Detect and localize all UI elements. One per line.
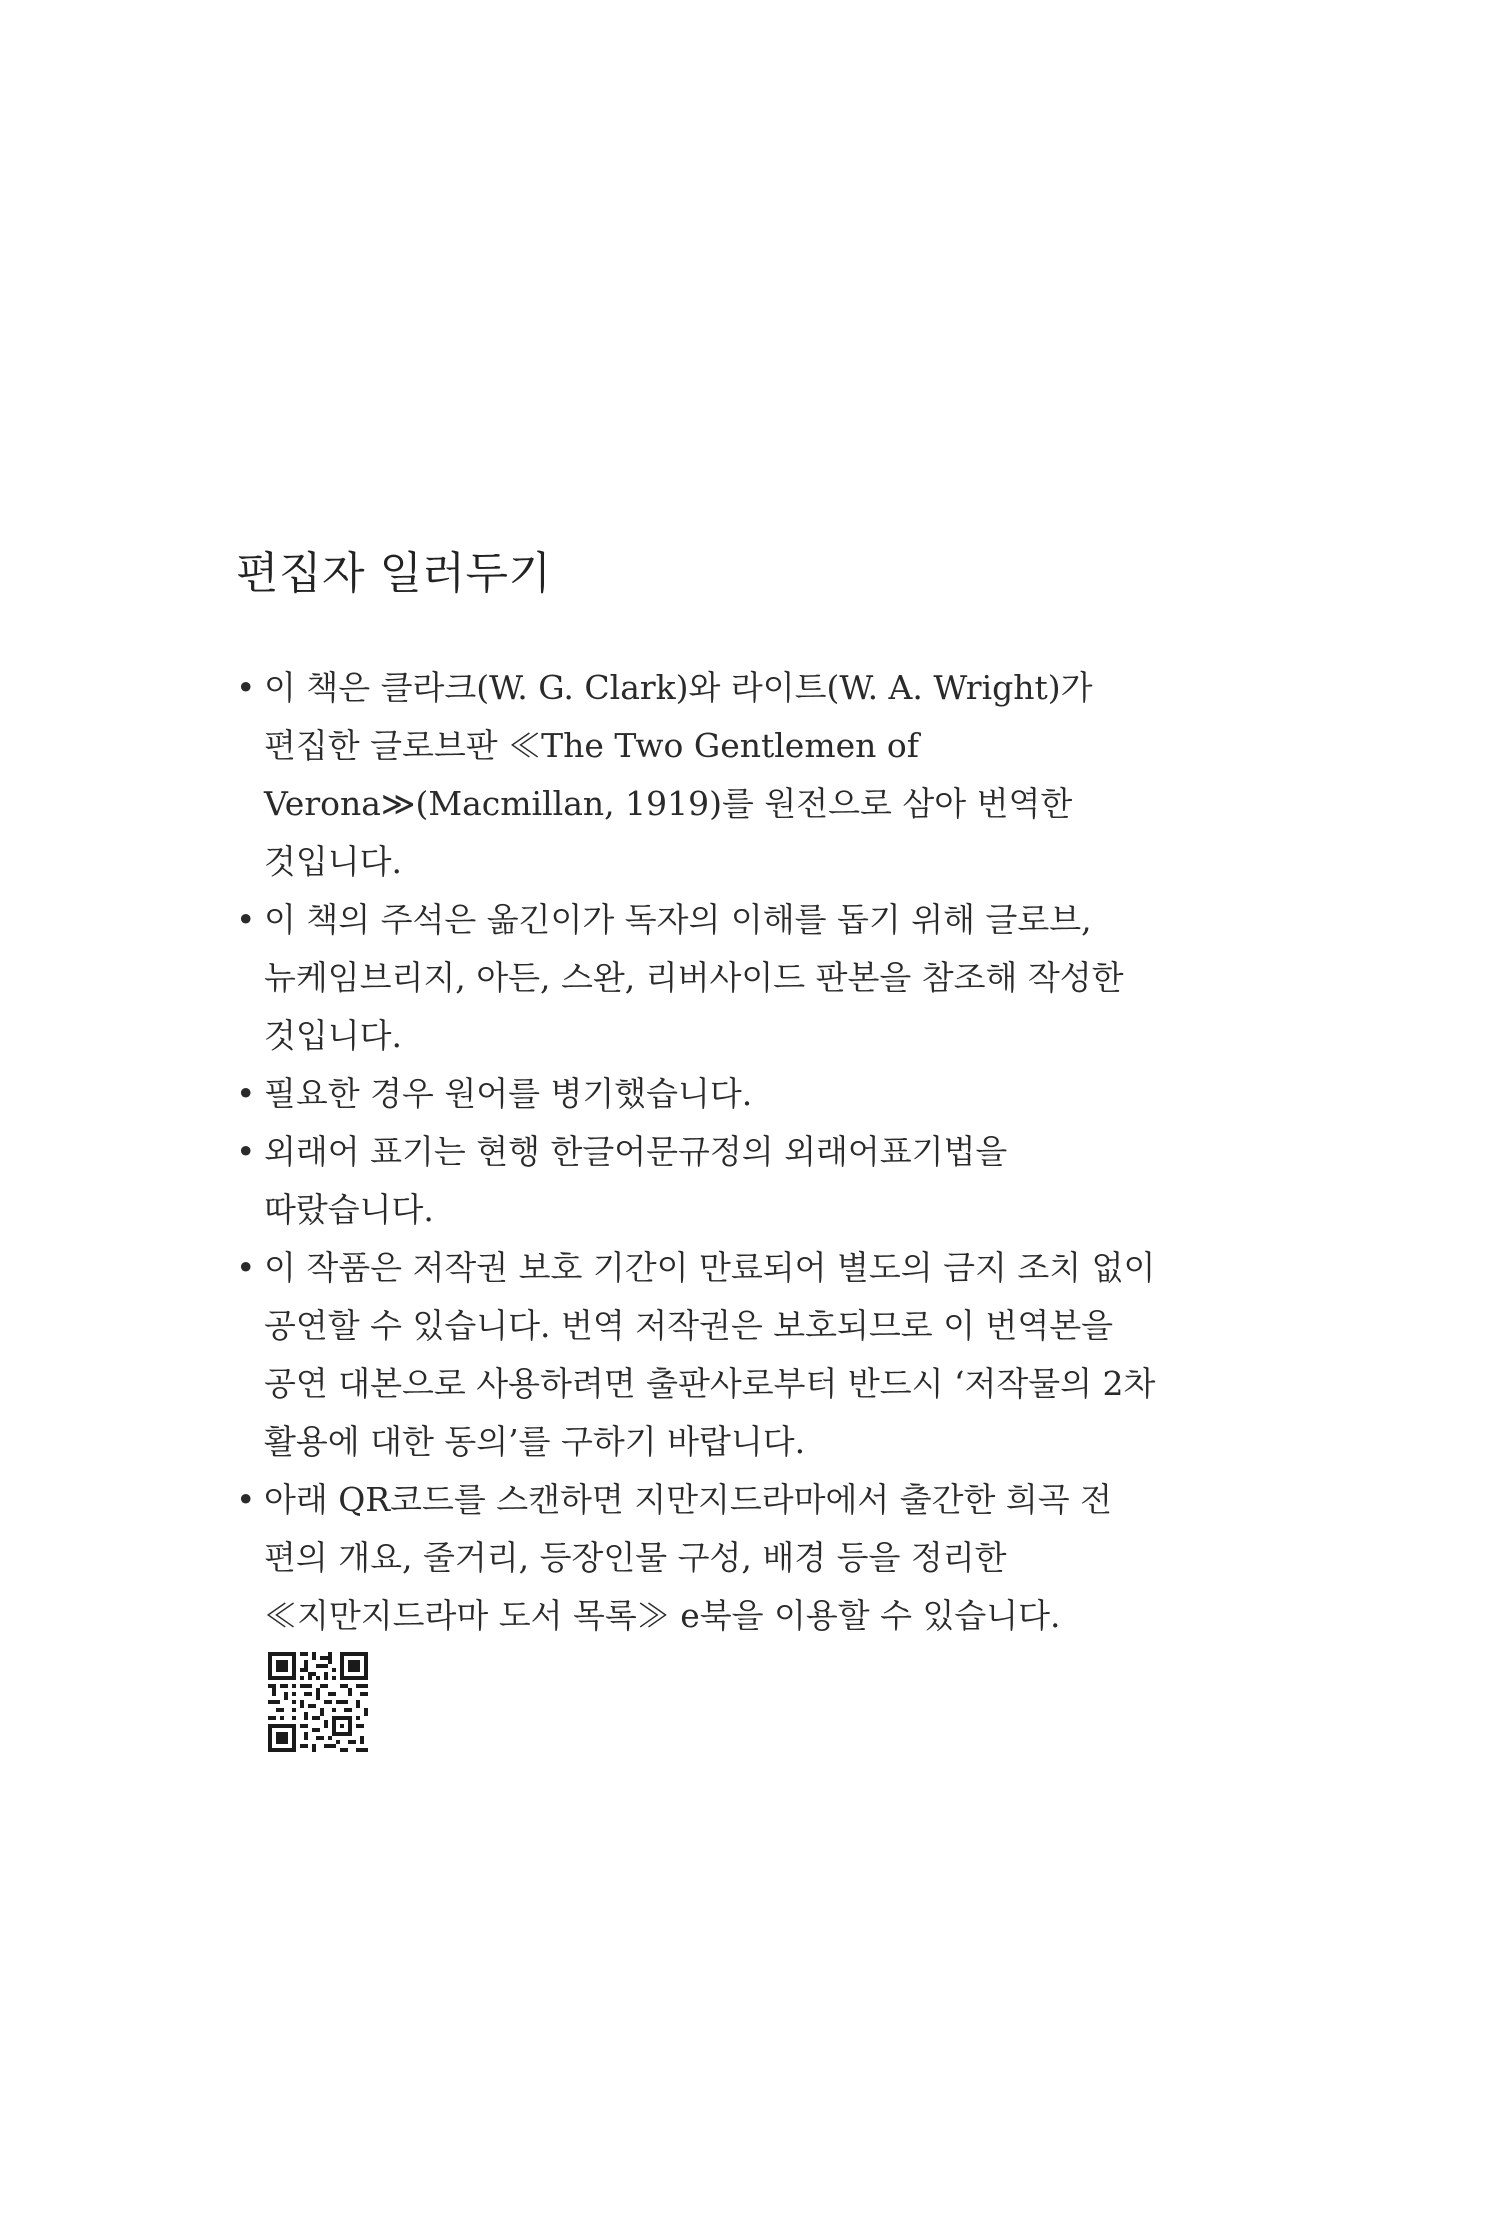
note-text: 이 책은 클라크(W. G. Clark)와 라이트(W. A. Wright)가 편집한 글로브판 ≪The Two Gentlemen of Verona≫(Macmillan, 1919)를 원전으로 삼아 번역한 것입니다. [264,667,1093,881]
notes-list [236,659,1276,1645]
note-text: 필요한 경우 원어를 병기했습니다. [264,1073,753,1113]
list-item [236,891,1276,1065]
list-item [236,659,1276,891]
qr-code-icon[interactable] [268,1652,368,1752]
note-text: 이 책의 주석은 옮긴이가 독자의 이해를 돕기 위해 글로브, 뉴케임브리지, 아든, 스완, 리버사이드 판본을 참조해 작성한 것입니다. [264,899,1124,1055]
bullet-icon: • [236,1479,256,1519]
bullet-icon: • [236,1247,256,1287]
note-text: 이 작품은 저작권 보호 기간이 만료되어 별도의 금지 조치 없이 공연할 수 있습니다. 번역 저작권은 보호되므로 이 번역본을 공연 대본으로 사용하려면 출판사로부터 반드시 ‘저작물의 2차 활용에 대한 동의’를 구하기 바랍니다. [264,1247,1156,1461]
list-item [236,1471,1276,1645]
list-item [236,1065,1276,1123]
note-text: 외래어 표기는 현행 한글어문규정의 외래어표기법을 따랐습니다. [264,1131,1008,1229]
bullet-icon: • [236,1131,256,1171]
list-item [236,1239,1276,1471]
list-item [236,1123,1276,1239]
section-heading: 편집자 일러두기 [236,548,552,599]
note-text: 아래 QR코드를 스캔하면 지만지드라마에서 출간한 희곡 전 편의 개요, 줄거리, 등장인물 구성, 배경 등을 정리한 ≪지만지드라마 도서 목록≫ e북을 이용할 수 있습니다. [264,1479,1113,1635]
editor-notes-section [236,548,1276,1645]
bullet-icon: • [236,667,256,707]
bullet-icon: • [236,899,256,939]
bullet-icon: • [236,1073,256,1113]
